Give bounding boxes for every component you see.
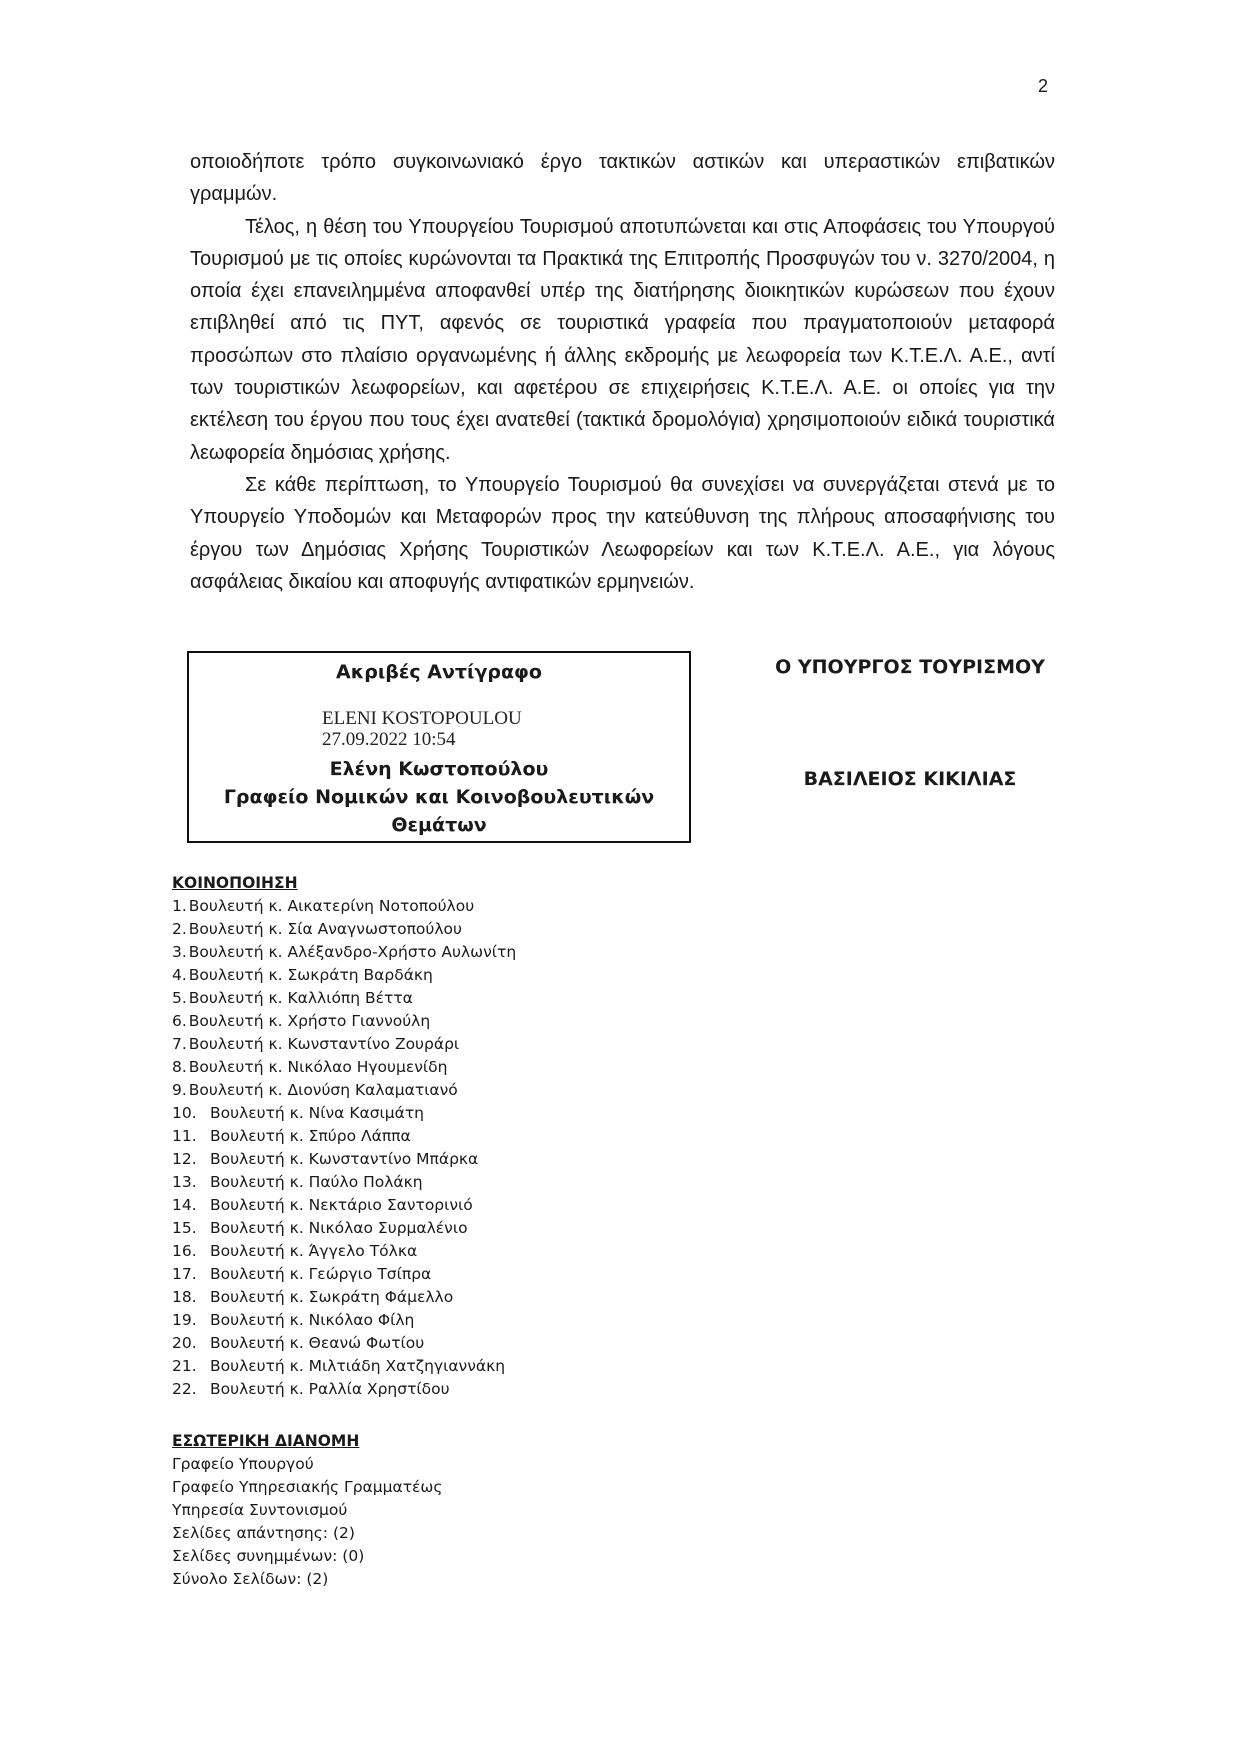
item-text: Βουλευτή κ. Χρήστο Γιαννούλη — [188, 1012, 431, 1030]
item-number: 20. — [172, 1334, 197, 1352]
notification-item — [172, 1148, 516, 1171]
item-number: 13. — [172, 1173, 197, 1191]
notification-item — [172, 1102, 516, 1125]
notification-item — [172, 1056, 516, 1079]
notification-item — [172, 1355, 516, 1378]
certified-copy-box — [187, 651, 691, 843]
item-number: 8. — [172, 1058, 187, 1076]
item-text: Βουλευτή κ. Θεανώ Φωτίου — [210, 1334, 425, 1352]
signature-name: ELENI KOSTOPOULOU — [322, 708, 522, 729]
paragraph: Σε κάθε περίπτωση, το Υπουργείο Τουρισμού θα συνεχίσει να συνεργάζεται στενά με το Υπουργείο Υποδομών και Μεταφορών προς την κατεύθυνση της πλήρους αποσαφήνισης του έργου των Δημόσιας Χρήσης Τουριστικών Λεωφορείων και των Κ.Τ.Ε.Λ. Α.Ε., για λόγους ασφάλειας δικαίου και αποφυγής αντιφατικών ερμηνειών. — [190, 473, 1055, 593]
body-text — [190, 146, 1055, 598]
minister-title: Ο ΥΠΟΥΡΓΟΣ ΤΟΥΡΙΣΜΟΥ — [775, 656, 1045, 678]
paragraph: οποιοδήποτε τρόπο συγκοινωνιακό έργο τακτικών αστικών και υπεραστικών επιβατικών γραμμών. — [190, 151, 1055, 206]
notification-item — [172, 1171, 516, 1194]
digital-signature — [322, 708, 522, 750]
notification-heading: ΚΟΙΝΟΠΟΙΗΣΗ — [172, 874, 298, 892]
item-text: Βουλευτή κ. Διονύση Καλαματιανό — [188, 1081, 458, 1099]
item-text: Βουλευτή κ. Νικόλαο Φίλη — [210, 1311, 415, 1329]
page-number: 2 — [1038, 76, 1049, 96]
item-text: Βουλευτή κ. Άγγελο Τόλκα — [210, 1242, 418, 1260]
item-text: Βουλευτή κ. Παύλο Πολάκη — [210, 1173, 423, 1191]
item-number: 11. — [172, 1127, 197, 1145]
item-number: 7. — [172, 1035, 187, 1053]
notification-item — [172, 1263, 516, 1286]
item-number: 1. — [172, 897, 187, 915]
signature-datetime: 27.09.2022 10:54 — [322, 729, 456, 750]
item-text: Βουλευτή κ. Σωκράτη Βαρδάκη — [188, 966, 433, 984]
office-line-2: Θεμάτων — [391, 814, 487, 836]
item-text: Βουλευτή κ. Νικόλαο Συρμαλένιο — [210, 1219, 468, 1237]
item-number: 16. — [172, 1242, 197, 1260]
item-number: 2. — [172, 920, 187, 938]
item-number: 10. — [172, 1104, 197, 1122]
internal-distribution-item: Σύνολο Σελίδων: (2) — [172, 1570, 329, 1588]
item-text: Βουλευτή κ. Αλέξανδρο-Χρήστο Αυλωνίτη — [188, 943, 517, 961]
notification-item — [172, 1125, 516, 1148]
item-number: 9. — [172, 1081, 187, 1099]
internal-distribution-item: Σελίδες απάντησης: (2) — [172, 1524, 355, 1542]
item-number: 21. — [172, 1357, 197, 1375]
item-text: Βουλευτή κ. Αικατερίνη Νοτοπούλου — [188, 897, 475, 915]
paragraph: Τέλος, η θέση του Υπουργείου Τουρισμού αποτυπώνεται και στις Αποφάσεις του Υπουργού Τουρισμού με τις οποίες κυρώνονται τα Πρακτικά της Επιτροπής Προσφυγών του ν. 3270/2004, η οποία έχει επανειλημμένα αποφανθεί υπέρ της διατήρησης διοικητικών κυρώσεων που έχουν επιβληθεί από τις ΠΥΤ, αφενός σε τουριστικά γραφεία που πραγματοποιούν μεταφορά προσώπων στο πλαίσιο οργανωμένης ή άλλης εκδρομής με λεωφορεία των Κ.Τ.Ε.Λ. Α.Ε., αντί των τουριστικών λεωφορείων, και αφετέρου σε επιχειρήσεις Κ.Τ.Ε.Λ. Α.Ε. οι οποίες για την εκτέλεση του έργου που τους έχει ανατεθεί (τακτικά δρομολόγια) χρησιμοποιούν ειδικά τουριστικά λεωφορεία δημόσιας χρήσης. — [190, 215, 1055, 464]
item-text: Βουλευτή κ. Ραλλία Χρηστίδου — [210, 1380, 450, 1398]
item-number: 5. — [172, 989, 187, 1007]
item-text: Βουλευτή κ. Σωκράτη Φάμελλο — [210, 1288, 454, 1306]
item-text: Βουλευτή κ. Νίνα Κασιμάτη — [210, 1104, 425, 1122]
internal-distribution — [172, 1430, 442, 1591]
item-text: Βουλευτή κ. Κωνσταντίνο Μπάρκα — [210, 1150, 479, 1168]
item-number: 4. — [172, 966, 187, 984]
item-number: 22. — [172, 1380, 197, 1398]
office-line-1: Γραφείο Νομικών και Κοινοβουλευτικών — [223, 786, 655, 808]
notification-item — [172, 1194, 516, 1217]
internal-distribution-item: Σελίδες συνημμένων: (0) — [172, 1547, 365, 1565]
notification-item — [172, 1217, 516, 1240]
certified-copy-title: Ακριβές Αντίγραφο — [336, 661, 542, 683]
item-number: 18. — [172, 1288, 197, 1306]
notification-item — [172, 941, 516, 964]
item-text: Βουλευτή κ. Γεώργιο Τσίπρα — [210, 1265, 432, 1283]
notification-item — [172, 1033, 516, 1056]
notification-item — [172, 1240, 516, 1263]
item-number: 6. — [172, 1012, 187, 1030]
item-number: 3. — [172, 943, 187, 961]
item-number: 19. — [172, 1311, 197, 1329]
notification-item — [172, 987, 516, 1010]
minister-name: ΒΑΣΙΛΕΙΟΣ ΚΙΚΙΛΙΑΣ — [803, 768, 1017, 790]
item-text: Βουλευτή κ. Νεκτάριο Σαντορινιό — [210, 1196, 473, 1214]
internal-distribution-item: Υπηρεσία Συντονισμού — [172, 1501, 348, 1519]
item-text: Βουλευτή κ. Σία Αναγνωστοπούλου — [188, 920, 462, 938]
signatory-name: Ελένη Κωστοπούλου — [329, 758, 549, 780]
item-text: Βουλευτή κ. Σπύρο Λάππα — [210, 1127, 411, 1145]
item-text: Βουλευτή κ. Μιλτιάδη Χατζηγιαννάκη — [210, 1357, 506, 1375]
notification-item — [172, 1286, 516, 1309]
item-number: 17. — [172, 1265, 197, 1283]
notification-list — [172, 872, 516, 1401]
item-number: 14. — [172, 1196, 197, 1214]
notification-item — [172, 1079, 516, 1102]
item-number: 15. — [172, 1219, 197, 1237]
notification-item — [172, 1332, 516, 1355]
item-text: Βουλευτή κ. Κωνσταντίνο Ζουράρι — [188, 1035, 460, 1053]
item-text: Βουλευτή κ. Νικόλαο Ηγουμενίδη — [188, 1058, 448, 1076]
notification-item — [172, 964, 516, 987]
item-text: Βουλευτή κ. Καλλιόπη Βέττα — [188, 989, 413, 1007]
notification-item — [172, 918, 516, 941]
internal-distribution-heading: ΕΣΩΤΕΡΙΚΗ ΔΙΑΝΟΜΗ — [172, 1432, 360, 1450]
notification-item — [172, 1010, 516, 1033]
item-number: 12. — [172, 1150, 197, 1168]
notification-item — [172, 1309, 516, 1332]
notification-item — [172, 1378, 516, 1401]
internal-distribution-item: Γραφείο Υπουργού — [172, 1455, 314, 1473]
notification-item — [172, 895, 516, 918]
internal-distribution-item: Γραφείο Υπηρεσιακής Γραμματέως — [172, 1478, 443, 1496]
